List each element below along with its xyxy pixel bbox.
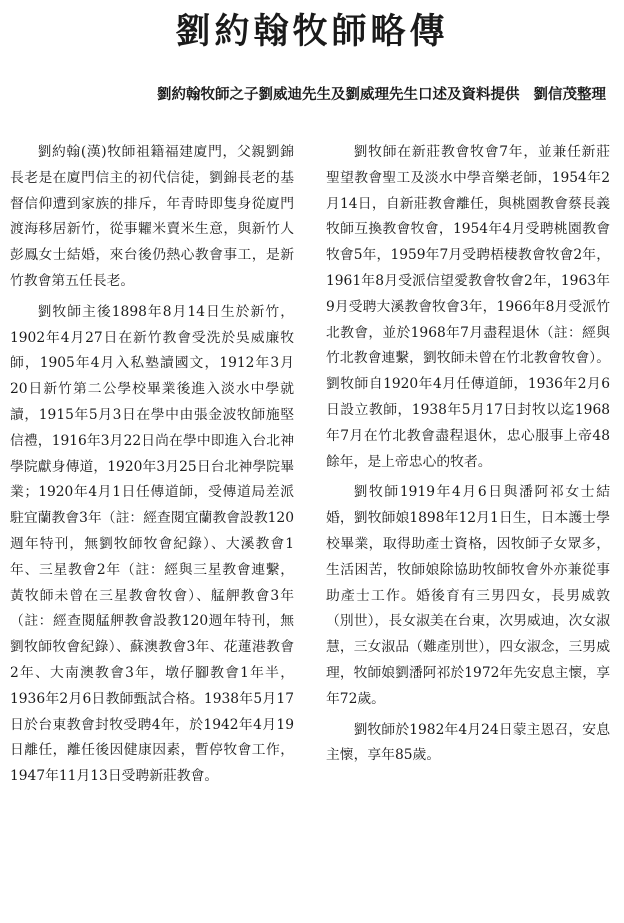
paragraph: 劉牧師於1982年4月24日蒙主恩召，安息主懷，享年85歲。 xyxy=(326,721,610,764)
paragraph: 劉牧師在新莊教會牧會7年，並兼任新莊聖望教會聖工及淡水中學音樂老師，1954年2月14日，自新莊教會離任，與桃園教會蔡長義牧師互換教會牧會，1954年4月受聘桃園教會牧會5年，1959年7月受聘梧棲教會牧會2年，1961年8月受派信望愛教會牧會2年，1963年9月受聘大溪教會牧會3年，1966年8月受派竹北教會，並於1968年7月盡程退休（註：經與竹北教會連繫，劉牧師未曾在竹北教會牧會）。劉牧師自1920年4月任傳道師，1936年2月6日設立教師，1938年5月17日封牧以迄1968年7月在竹北教會盡程退休，忠心服事上帝48餘年，是上帝忠心的牧者。 xyxy=(326,144,610,470)
right-column xyxy=(326,140,610,774)
paragraph: 劉牧師1919年4月6日與潘阿祁女士結婚，劉牧師娘1898年12月1日生，日本護士學校畢業，取得助產士資格，因牧師子女眾多，生活困苦，牧師娘除協助牧師牧會外亦兼從事助產士工作。婚後育有三男四女，長男威敦（別世），長女淑美在台東，次男威迪，次女淑慧，三女淑品（難產別世），四女淑念，三男威理，牧師娘劉潘阿祁於1972年先安息主懷，享年72歲。 xyxy=(326,484,610,707)
paragraph: 劉牧師主後1898年8月14日生於新竹，1902年4月27日在新竹教會受洗於吳威廉牧師，1905年4月入私塾讀國文，1912年3月20日新竹第二公學校畢業後進入淡水中學就讀，1915年5月3日在學中由張金波牧師施堅信禮，1916年3月22日尚在學中即進入台北神學院獻身傳道，1920年3月25日台北神學院畢業；1920年4月1日任傳道師，受傳道局差派駐宜蘭教會3年（註：經查閱宜蘭教會設教120週年特刊，無劉牧師牧會紀錄）、大溪教會1年、三星教會2年（註：經與三星教會連繫，黃牧師未曾在三星教會牧會）、艋舺教會3年（註：經查閱艋舺教會設教120週年特刊，無劉牧師牧會紀錄）、蘇澳教會3年、花蓮港教會2年、大南澳教會3年，墩仔腳教會1年半，1936年2月6日教師甄試合格。1938年5月17日於台東教會封牧受聘4年，於1942年4月19日離任，離任後因健康因素，暫停牧會工作，1947年11月13日受聘新莊教會。 xyxy=(10,303,294,785)
article-byline xyxy=(0,84,606,106)
byline-source: 劉約翰牧師之子劉威迪先生及劉威理先生口述及資料提供 xyxy=(157,87,520,103)
left-column xyxy=(10,140,294,795)
article-title: 劉約翰牧師略傳 xyxy=(175,12,449,52)
paragraph: 劉約翰(漢)牧師祖籍福建廈門，父親劉錦長老是在廈門信主的初代信徒，劉錦長老的基督信仰遭到家族的排斥，年青時即隻身從廈門渡海移居新竹，從事糶米賣米生意，與新竹人彭鳳女士結婚，來台後仍熱心教會事工，是新竹教會第五任長老。 xyxy=(10,144,294,289)
byline-editor: 劉信茂整理 xyxy=(533,87,606,103)
